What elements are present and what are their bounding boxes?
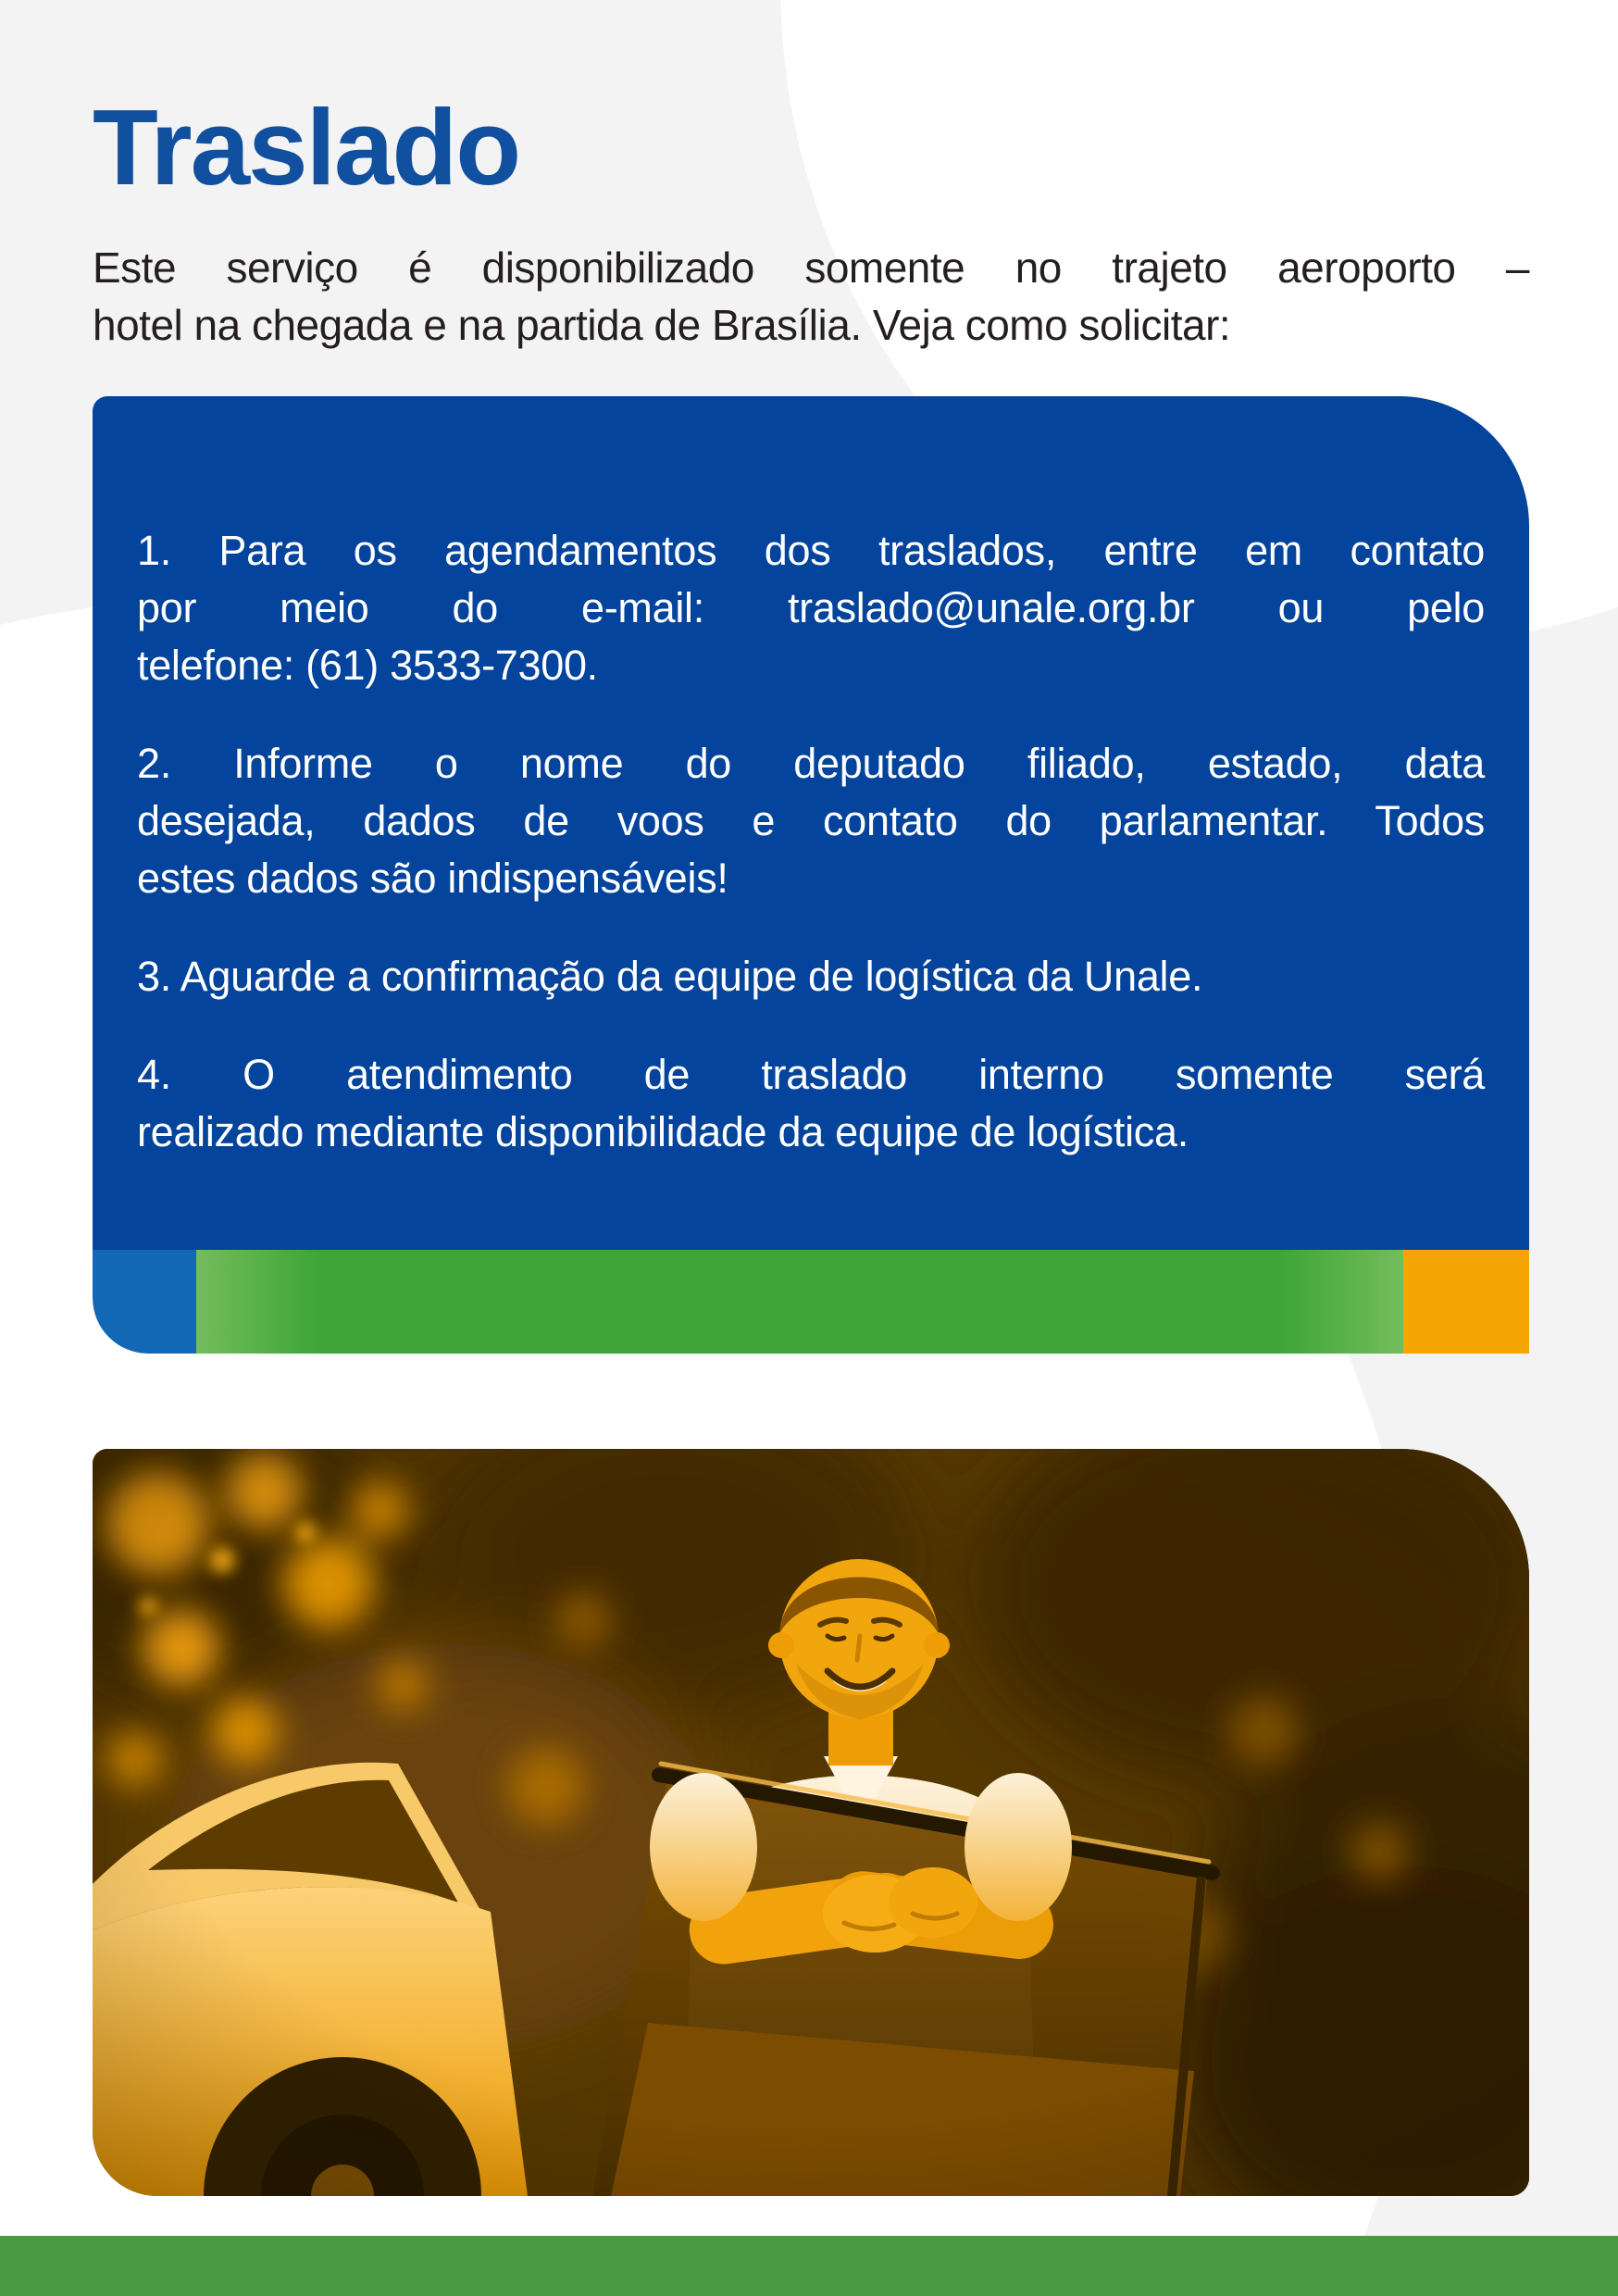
instruction-line: realizado mediante disponibilidade da equipe de logística. <box>137 1108 1189 1155</box>
instruction-line: por meio do e-mail: traslado@unale.org.br ou pelo <box>137 584 1485 631</box>
instructions-box-body <box>93 396 1529 1250</box>
photo-man-car <box>93 1449 1529 2196</box>
instruction-item-1 <box>137 522 1485 694</box>
intro-line: hotel na chegada e na partida de Brasília. Veja como solicitar: <box>93 301 1231 349</box>
page-title: Traslado <box>93 87 520 207</box>
stripe-green-segment <box>196 1250 1403 1354</box>
instruction-line: 2. Informe o nome do deputado filiado, estado, data <box>137 740 1485 787</box>
instruction-line: 1. Para os agendamentos dos traslados, entre em contato <box>137 527 1485 574</box>
instruction-line: 4. O atendimento de traslado interno somente será <box>137 1051 1485 1098</box>
instruction-item-2 <box>137 735 1485 907</box>
intro-paragraph <box>93 239 1529 354</box>
instruction-line: estes dados são indispensáveis! <box>137 855 728 902</box>
instruction-line: desejada, dados de voos e contato do parlamentar. Todos <box>137 797 1485 844</box>
instruction-item-3 <box>137 948 1485 1005</box>
instructions-box <box>93 396 1529 1354</box>
stripe-orange-segment <box>1403 1250 1529 1354</box>
intro-line: Este serviço é disponibilizado somente no trajeto aeroporto – <box>93 243 1529 292</box>
stripe-blue-segment <box>93 1250 196 1354</box>
footer-bar <box>0 2236 1618 2296</box>
instruction-line: 3. Aguarde a confirmação da equipe de logística da Unale. <box>137 953 1203 1000</box>
instruction-line: telefone: (61) 3533-7300. <box>137 642 598 689</box>
color-stripe <box>93 1250 1529 1354</box>
instruction-item-4 <box>137 1046 1485 1161</box>
man-car-photo-illustration <box>93 1449 1529 2196</box>
